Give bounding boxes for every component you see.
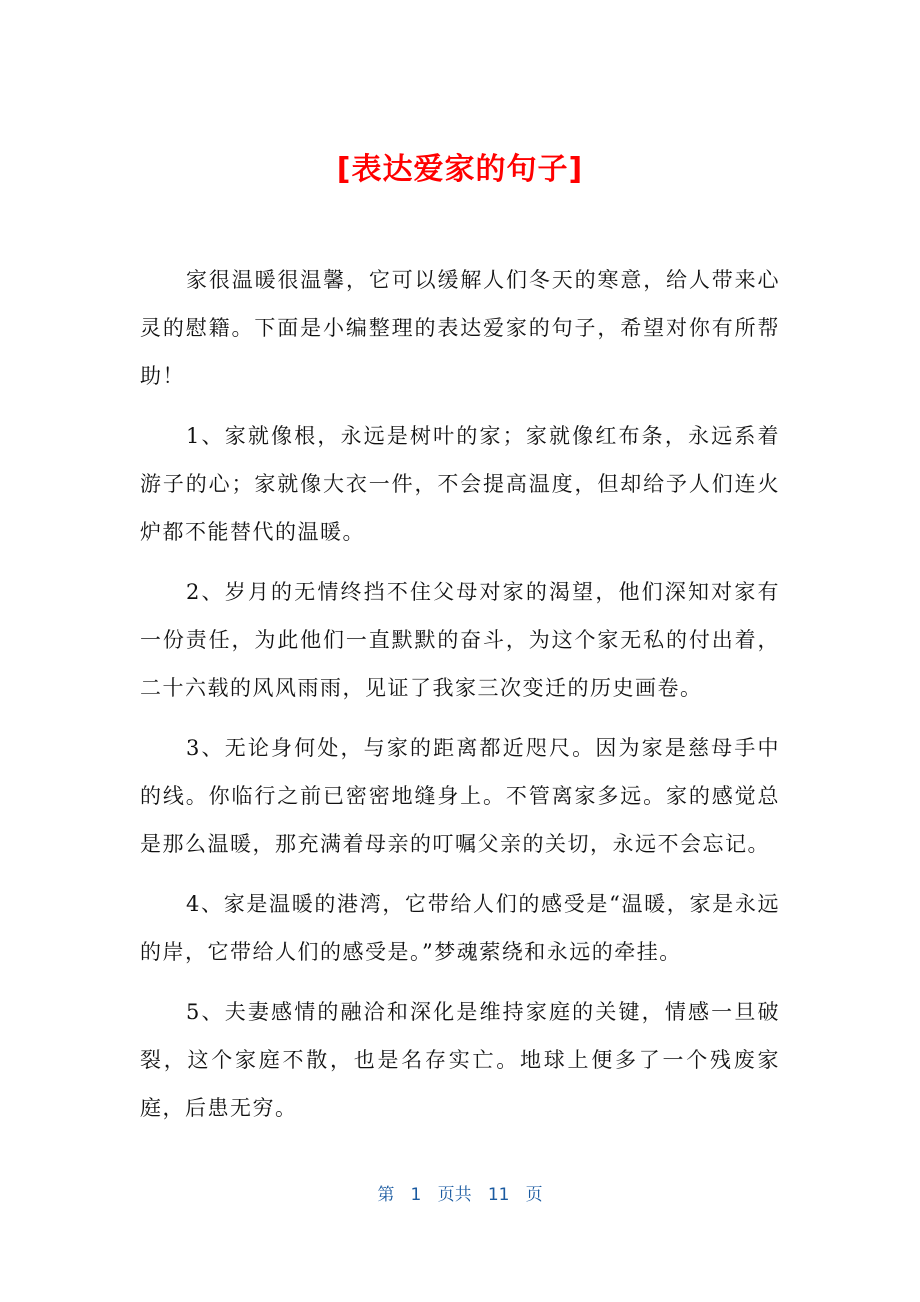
paragraph-intro: 家很温暖很温馨，它可以缓解人们冬天的寒意，给人带来心灵的慰籍。下面是小编整理的表达爱家的句子，希望对你有所帮助！ bbox=[140, 268, 780, 388]
page-footer bbox=[0, 1180, 920, 1210]
paragraph-4: 4、家是温暖的港湾，它带给人们的感受是“温暖，家是永远的岸，它带给人们的感受是。”梦魂萦绕和永远的牵挂。 bbox=[140, 892, 780, 964]
footer-middle: 页共 bbox=[437, 1185, 472, 1205]
footer-suffix: 页 bbox=[525, 1185, 543, 1205]
page-title: [表达爱家的句子] bbox=[336, 152, 584, 187]
footer-total-pages: 11 bbox=[487, 1185, 510, 1205]
footer-prefix: 第 bbox=[377, 1185, 395, 1205]
paragraph-1: 1、家就像根，永远是树叶的家；家就像红布条，永远系着游子的心；家就像大衣一件，不会提高温度，但却给予人们连火炉都不能替代的温暖。 bbox=[140, 424, 780, 544]
footer-current-page: 1 bbox=[410, 1185, 422, 1205]
document-body bbox=[140, 256, 780, 1144]
paragraph-5: 5、夫妻感情的融洽和深化是维持家庭的关键，情感一旦破裂，这个家庭不散，也是名存实亡。地球上便多了一个残废家庭，后患无穷。 bbox=[140, 1000, 780, 1120]
paragraph-2: 2、岁月的无情终挡不住父母对家的渴望，他们深知对家有一份责任，为此他们一直默默的奋斗，为这个家无私的付出着，二十六载的风风雨雨，见证了我家三次变迁的历史画卷。 bbox=[140, 580, 780, 700]
paragraph-3: 3、无论身何处，与家的距离都近咫尺。因为家是慈母手中的线。你临行之前已密密地缝身上。不管离家多远。家的感觉总是那么温暖，那充满着母亲的叮嘱父亲的关切，永远不会忘记。 bbox=[140, 736, 780, 856]
